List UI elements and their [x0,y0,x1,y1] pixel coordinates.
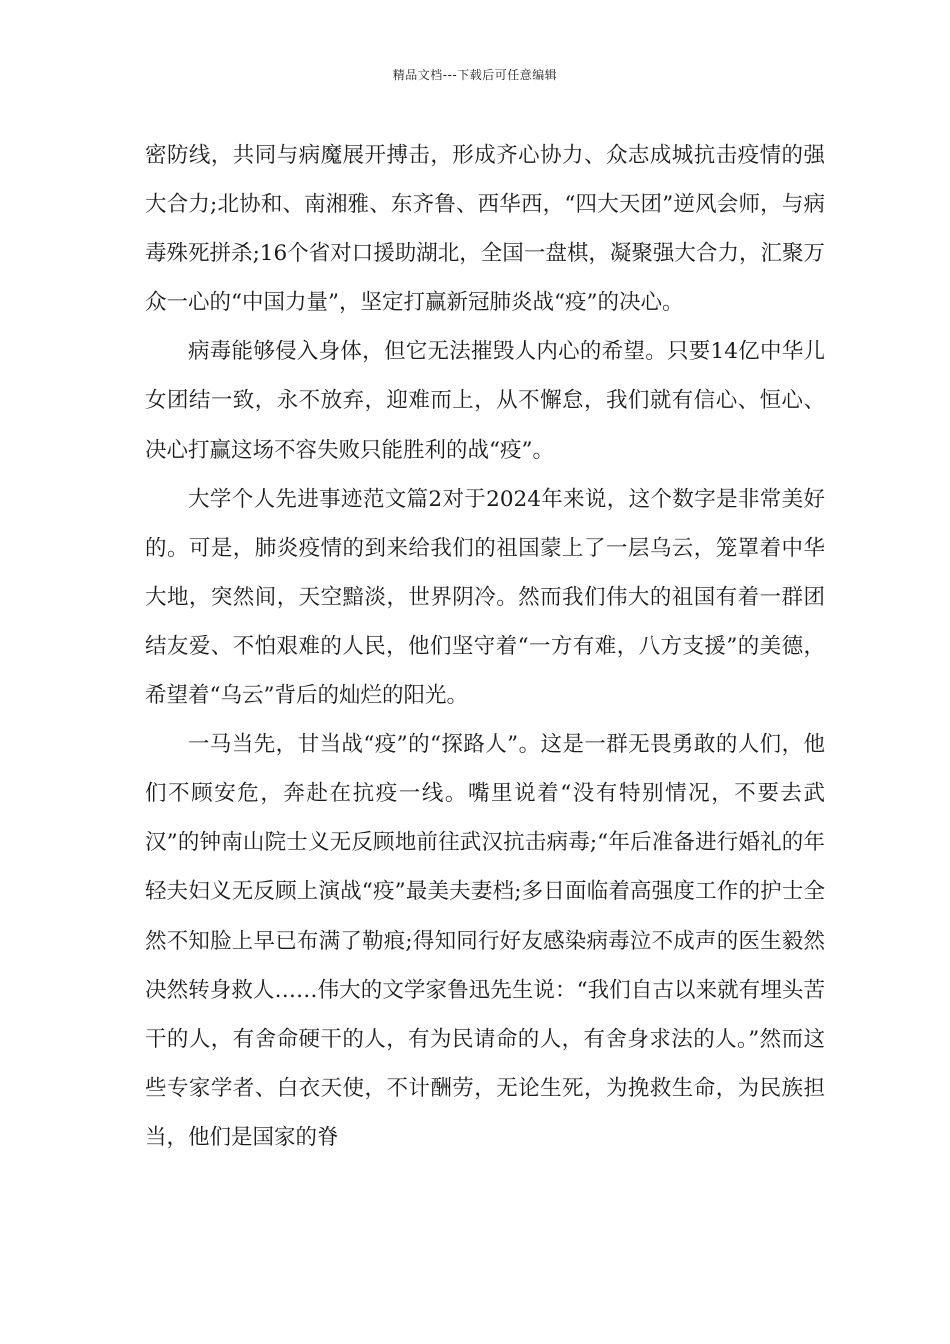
paragraph-3: 大学个人先进事迹范文篇2对于2024年来说，这个数字是非常美好的。可是，肺炎疫情的到来给我们的祖国蒙上了一层乌云，笼罩着中华大地，突然间，天空黯淡，世界阴冷。然而我们伟大的祖国有着一群团结友爱、不怕艰难的人民，他们坚守着“一方有难，八方支援”的美德，希望着“乌云”背后的灿烂的阳光。 [145,486,825,709]
paragraph-1: 密防线，共同与病魔展开搏击，形成齐心协力、众志成城抗击疫情的强大合力;北协和、南湘雅、东齐鲁、西华西，“四大天团”逆风会师，与病毒殊死拼杀;16个省对口援助湖北，全国一盘棋，凝聚强大合力，汇聚万众一心的“中国力量”，坚定打赢新冠肺炎战“疫”的决心。 [145,143,825,316]
page-header: 精品文档---下载后可任意编辑 [392,68,558,82]
paragraph-4: 一马当先，甘当战“疫”的“探路人”。这是一群无畏勇敢的人们，他们不顾安危，奔赴在抗疫一线。嘴里说着“没有特别情况，不要去武汉”的钟南山院士义无反顾地前往武汉抗击病毒;“年后准备进行婚礼的年轻夫妇义无反顾上演战“疫”最美夫妻档;多日面临着高强度工作的护士全然不知脸上早已布满了勒痕;得知同行好友感染病毒泣不成声的医生毅然决然转身救人……伟大的文学家鲁迅先生说：“我们自古以来就有埋头苦干的人，有舍命硬干的人，有为民请命的人，有舍身求法的人。”然而这些专家学者、白衣天使，不计酬劳，无论生死，为挽救生命，为民族担当，他们是国家的脊 [145,732,825,1150]
document-body [145,131,825,1162]
paragraph-2: 病毒能够侵入身体，但它无法摧毁人内心的希望。只要14亿中华儿女团结一致，永不放弃，迎难而上，从不懈怠，我们就有信心、恒心、决心打赢这场不容失败只能胜利的战“疫”。 [145,339,825,463]
